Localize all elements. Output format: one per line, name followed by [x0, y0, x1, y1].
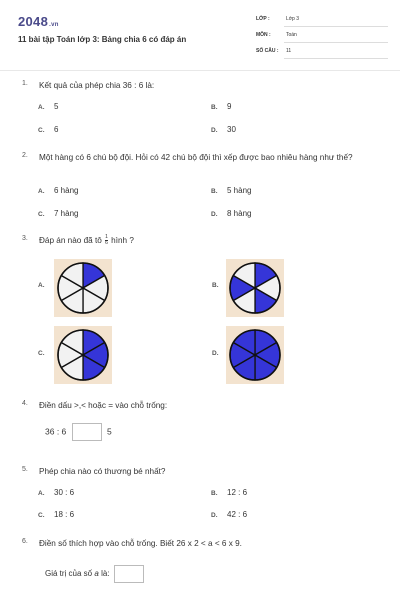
question-text: Điền dấu >,< hoặc = vào chỗ trống:: [39, 401, 168, 410]
pie-chart-icon: [226, 326, 284, 384]
q3-option-b-label[interactable]: B.: [212, 282, 219, 289]
pie-chart-icon: [54, 326, 112, 384]
fraction-one-sixth: $\frac{1}{6}$: [105, 234, 108, 247]
meta-subject: MÔN : Toán: [256, 30, 388, 44]
header-divider: [0, 70, 400, 71]
q3-option-b-pie[interactable]: [226, 259, 284, 317]
q5-option-d[interactable]: D. 42 : 6: [211, 510, 248, 519]
meta-question-count: SỐ CÂU : 11: [256, 46, 388, 60]
q2-option-c[interactable]: C. 7 hàng: [38, 209, 79, 218]
q3-option-a-label[interactable]: A.: [38, 282, 45, 289]
document-title: 11 bài tập Toán lớp 3: Bảng chia 6 có đáp án: [18, 35, 187, 44]
pie-chart-icon: [54, 259, 112, 317]
answer-row: Giá trị của số a là:: [45, 565, 144, 583]
question-text: Đáp án nào đã tô $\frac{1}{6}$ hình ?: [39, 234, 134, 247]
answer-blank-input[interactable]: [114, 565, 144, 583]
document-header: [12, 10, 388, 66]
q3-option-d-pie[interactable]: [226, 326, 284, 384]
q2-option-a[interactable]: A. 6 hàng: [38, 186, 79, 195]
q1-option-d[interactable]: D. 30: [211, 125, 236, 134]
q2-option-d[interactable]: D. 8 hàng: [211, 209, 252, 218]
question-text: Phép chia nào có thương bé nhất?: [39, 467, 166, 476]
site-logo[interactable]: 2048.vn: [18, 14, 59, 29]
question-text: Kết quả của phép chia 36 : 6 là:: [39, 81, 155, 90]
q5-option-c[interactable]: C. 18 : 6: [38, 510, 75, 519]
q3-option-c-label[interactable]: C.: [38, 350, 45, 357]
q1-option-b[interactable]: B. 9: [211, 102, 232, 111]
meta-grade: LỚP : Lớp 3: [256, 14, 388, 28]
pie-chart-icon: [226, 259, 284, 317]
q1-option-c[interactable]: C. 6: [38, 125, 59, 134]
question-text: Một hàng có 6 chú bộ đội. Hỏi có 42 chú bộ đội thì xếp được bao nhiêu hàng như thế?: [39, 153, 353, 162]
comparison-row: 36 : 6 5: [45, 423, 112, 441]
q3-option-c-pie[interactable]: [54, 326, 112, 384]
q3-option-a-pie[interactable]: [54, 259, 112, 317]
q2-option-b[interactable]: B. 5 hàng: [211, 186, 252, 195]
q5-option-a[interactable]: A. 30 : 6: [38, 488, 75, 497]
q3-option-d-label[interactable]: D.: [212, 350, 219, 357]
q5-option-b[interactable]: B. 12 : 6: [211, 488, 248, 497]
question-text: Điền số thích hợp vào chỗ trống. Biết 26 x 2 < a < 6 x 9.: [39, 539, 242, 548]
comparison-blank-input[interactable]: [72, 423, 102, 441]
q1-option-a[interactable]: A. 5: [38, 102, 59, 111]
